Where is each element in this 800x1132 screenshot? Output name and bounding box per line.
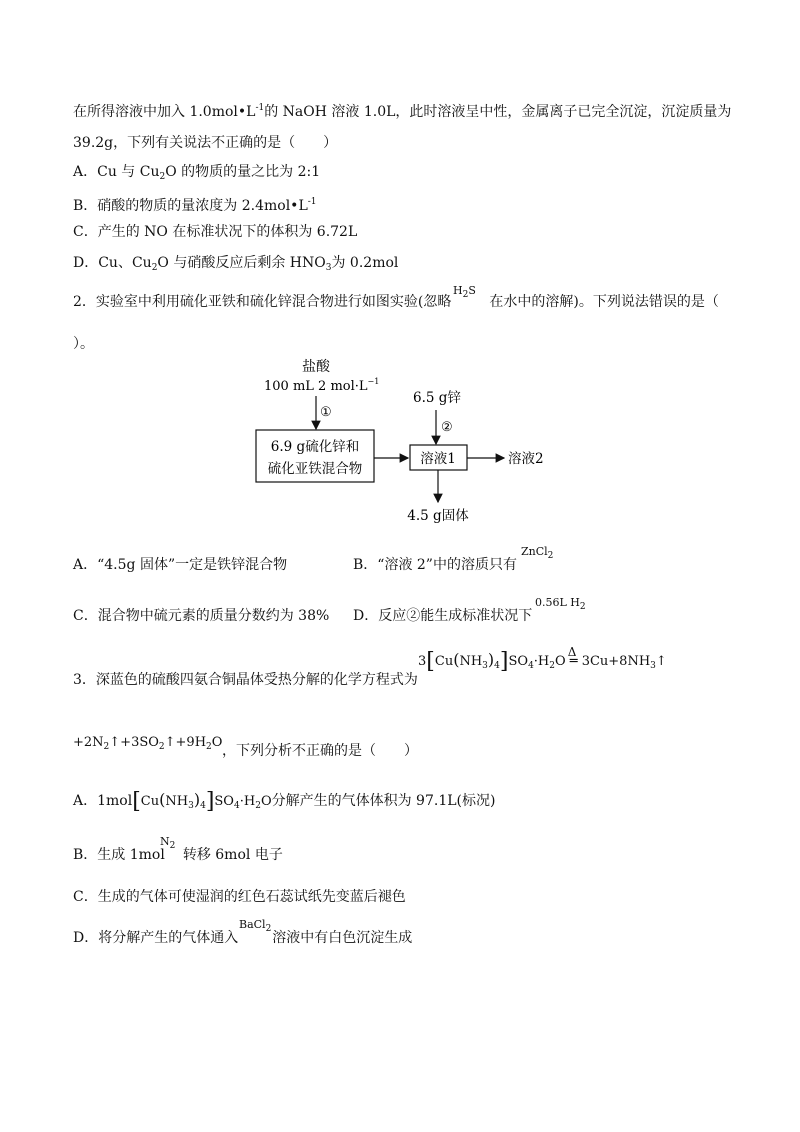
- q1-option-b: B．硝酸的物质的量浓度为 $2.4mol•L^{-1}$: [73, 197, 317, 214]
- q3-option-d-formula: BaCl$_2$: [239, 918, 272, 934]
- solution2-label: 溶液2: [508, 451, 544, 467]
- intro-line-1: 在所得溶液中加入 $1.0mol•L^{-1}$的 NaOH 溶液 1.0L，此时溶液呈中性，金属离子已完全沉淀，沉淀质量为: [73, 103, 732, 120]
- mixture-box-line-1: 6.9 g硫化锌和: [270, 439, 360, 455]
- q1-option-c: C．产生的 NO 在标准状况下的体积为 6.72L: [73, 224, 358, 240]
- q2-option-b-formula: ZnCl$_2$: [521, 545, 554, 561]
- step-1-marker: ①: [320, 405, 332, 420]
- q3-equation: $3[Cu(NH_3)_4]SO_4\cdot H_2O$ Δ ═ $3Cu+8NH_3↑$: [418, 645, 667, 674]
- step-2-marker: ②: [441, 420, 453, 435]
- q3-stem-tail: ，下列分析不正确的是（ ）: [222, 743, 418, 759]
- intro-line-2: 39.2g，下列有关说法不正确的是（ ）: [73, 135, 338, 151]
- q3-option-a: A．$1mol[Cu(NH_3)_4]SO_4\cdot H_2O$分解产生的气体体积为 97.1L(标况): [73, 789, 496, 814]
- solid-label: 4.5 g固体: [407, 508, 469, 524]
- q2-stem-line-2: ）。: [73, 336, 94, 352]
- acid-concentration-label: 100 mL 2 $mol\cdot L^{-1}$: [264, 377, 380, 394]
- q2-option-d: D．反应②能生成标准状况下: [353, 608, 533, 624]
- q3-option-b: B．生成 1mol 转移 6mol 电子: [73, 847, 283, 863]
- q2-option-c: C．混合物中硫元素的质量分数约为 38%: [73, 608, 330, 624]
- q3-option-d: D．将分解产生的气体通入 溶液中有白色沉淀生成: [73, 930, 413, 946]
- q2-h2s-formula: $H_2S$: [453, 284, 476, 300]
- q2-option-b: B．“溶液 2”中的溶质只有: [353, 557, 517, 573]
- q3-equation-line-2: $+2N_2↑+3SO_2↑+9H_2O$: [73, 735, 223, 752]
- q2-option-a: A．“4.5g 固体”一定是铁锌混合物: [73, 557, 288, 573]
- q3-stem: 3．深蓝色的硫酸四氨合铜晶体受热分解的化学方程式为: [73, 672, 418, 688]
- q3-option-b-formula: $N_2$: [160, 835, 176, 851]
- q1-option-a: A．Cu 与 $Cu_2O$ 的物质的量之比为 2:1: [73, 164, 321, 182]
- experiment-flow-diagram: [240, 350, 570, 530]
- q3-option-c: C．生成的气体可使湿润的红色石蕊试纸先变蓝后褪色: [73, 889, 406, 905]
- q2-stem-line-1: 2．实验室中利用硫化亚铁和硫化锌混合物进行如图实验(忽略 在水中的溶解)。下列说法错误的是（: [73, 294, 719, 310]
- q1-option-d: D．Cu、$Cu_2O$ 与硝酸反应后剩余 $HNO_3$为 0.2mol: [73, 255, 399, 273]
- mixture-box-line-2: 硫化亚铁混合物: [267, 461, 363, 477]
- solution1-label: 溶液1: [420, 451, 456, 467]
- zinc-label: 6.5 g锌: [413, 390, 461, 406]
- acid-label: 盐酸: [302, 359, 330, 375]
- q2-option-d-formula: 0.56L $H_2$: [535, 596, 586, 612]
